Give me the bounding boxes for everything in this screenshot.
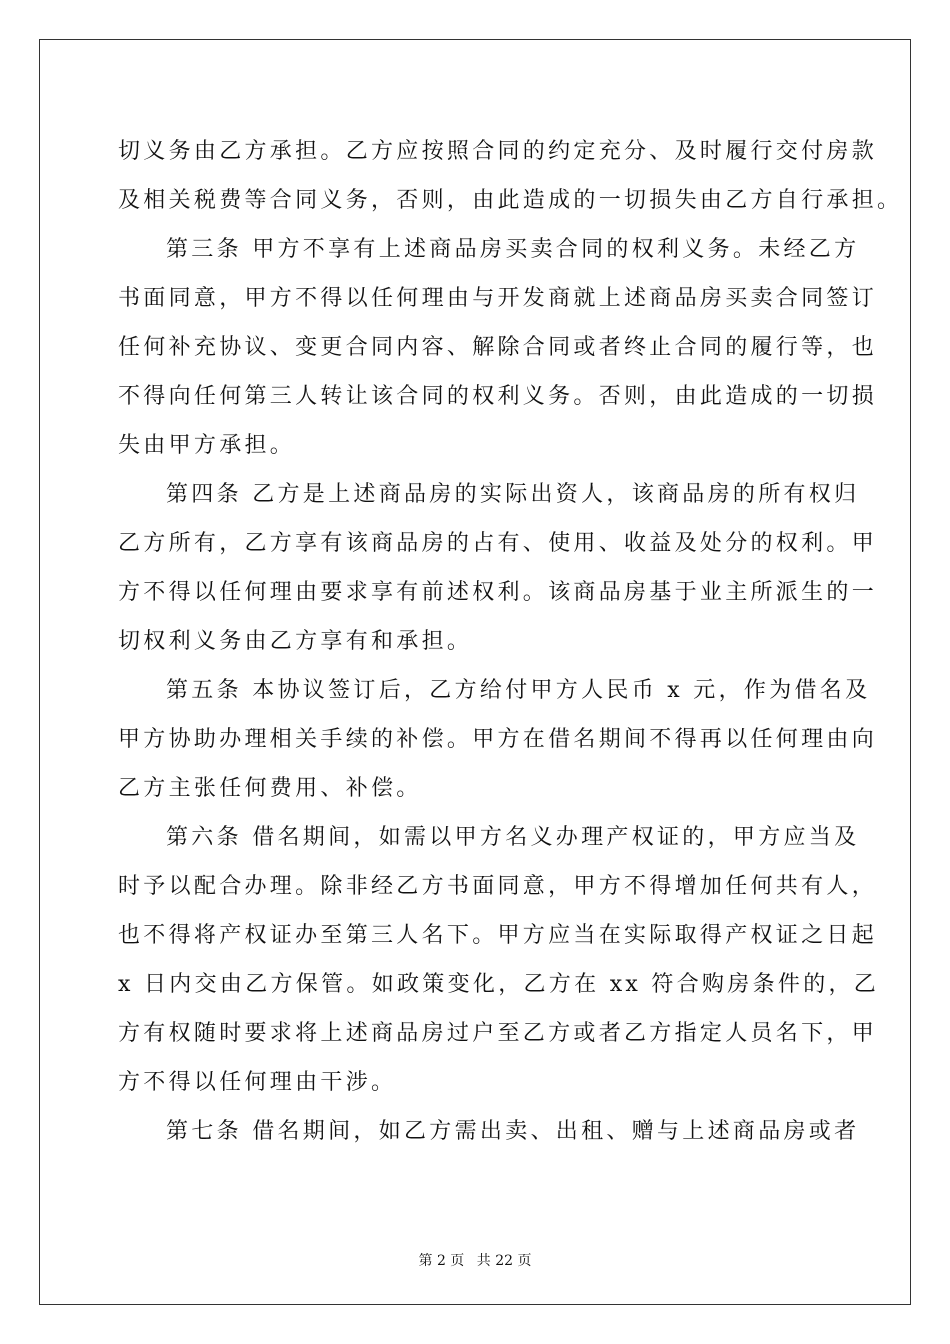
- text-line: 书面同意，甲方不得以任何理由与开发商就上述商品房买卖合同签订: [118, 286, 878, 311]
- text-line: 方有权随时要求将上述商品房过户至乙方或者乙方指定人员名下，甲: [118, 1021, 878, 1046]
- text-line: 失由甲方承担。: [118, 433, 296, 458]
- text-line: 时予以配合办理。除非经乙方书面同意，甲方不得增加任何共有人，: [118, 874, 878, 899]
- text-line: 任何补充协议、变更合同内容、解除合同或者终止合同的履行等，也: [118, 335, 878, 360]
- text-line: 也不得将产权证办至第三人名下。甲方应当在实际取得产权证之日起: [118, 923, 878, 948]
- text-line: 方不得以任何理由干涉。: [118, 1070, 397, 1095]
- article-four-start: 第四条 乙方是上述商品房的实际出资人，该商品房的所有权归: [166, 482, 860, 507]
- text-line: 方不得以任何理由要求享有前述权利。该商品房基于业主所派生的一: [118, 580, 878, 605]
- text-line: 乙方主张任何费用、补偿。: [118, 776, 422, 801]
- article-seven-start: 第七条 借名期间，如乙方需出卖、出租、赠与上述商品房或者: [166, 1119, 860, 1144]
- text-line: 甲方协助办理相关手续的补偿。甲方在借名期间不得再以任何理由向: [118, 727, 878, 752]
- article-five-start: 第五条 本协议签订后，乙方给付甲方人民币 x 元，作为借名及: [166, 678, 871, 703]
- article-three-start: 第三条 甲方不享有上述商品房买卖合同的权利义务。未经乙方: [166, 237, 860, 262]
- text-line: 切权利义务由乙方享有和承担。: [118, 629, 473, 654]
- page-number: 第 2 页: [418, 1253, 465, 1269]
- text-line: 切义务由乙方承担。乙方应按照合同的约定充分、及时履行交付房款: [118, 139, 878, 164]
- text-line: x 日内交由乙方保管。如政策变化，乙方在 xx 符合购房条件的，乙: [118, 972, 880, 997]
- text-line: 乙方所有，乙方享有该商品房的占有、使用、收益及处分的权利。甲: [118, 531, 878, 556]
- text-line: 不得向任何第三人转让该合同的权利义务。否则，由此造成的一切损: [118, 384, 878, 409]
- article-six-start: 第六条 借名期间，如需以甲方名义办理产权证的，甲方应当及: [166, 825, 860, 850]
- document-body: [118, 127, 903, 1156]
- page-total: 共 22 页: [476, 1253, 532, 1269]
- page-footer: [0, 1250, 950, 1270]
- text-line: 及相关税费等合同义务，否则，由此造成的一切损失由乙方自行承担。: [118, 188, 903, 213]
